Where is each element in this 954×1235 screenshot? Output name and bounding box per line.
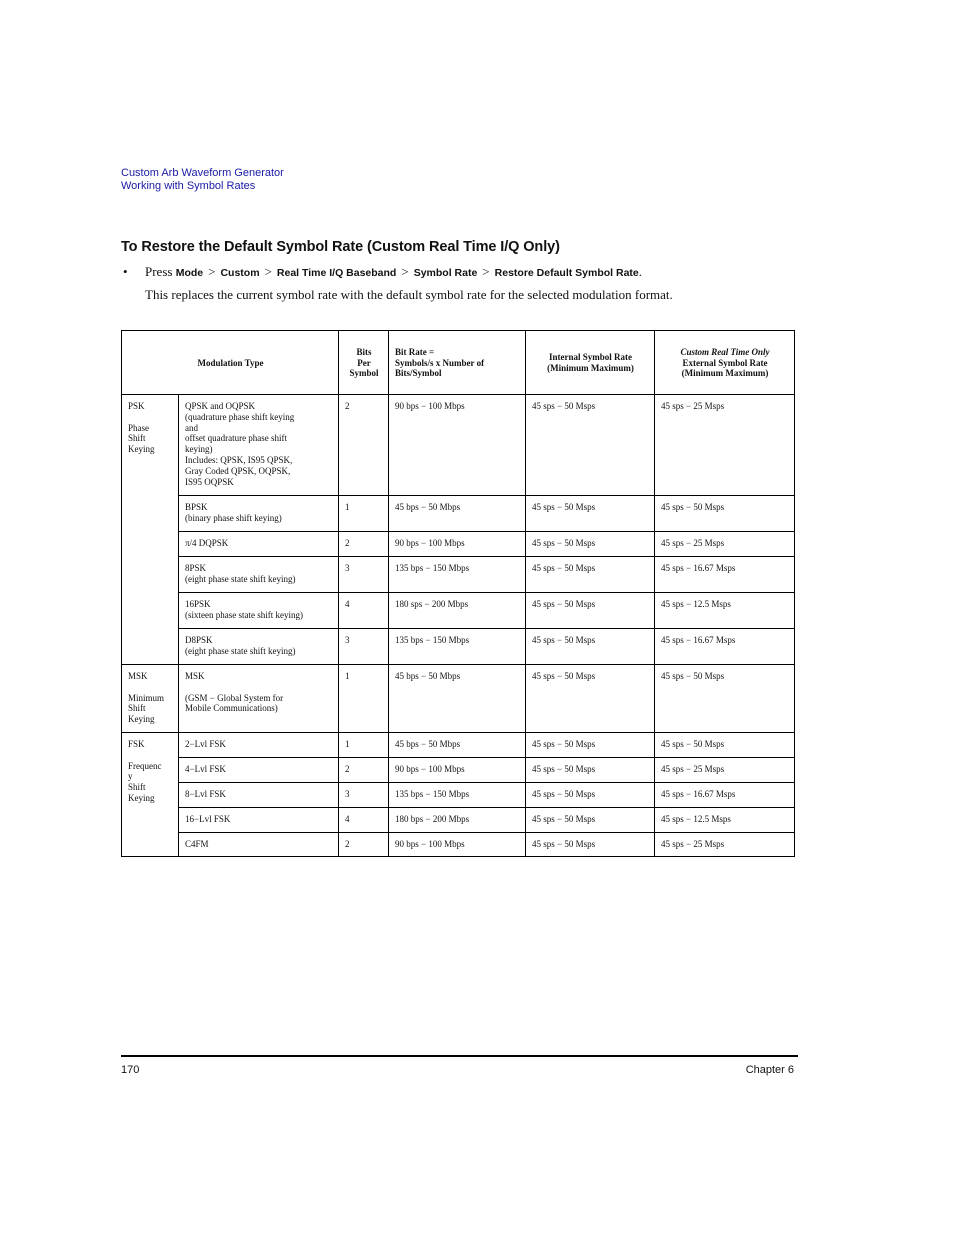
separator: >: [482, 264, 490, 279]
bit-rate-cell: 45 bps − 50 Mbps: [389, 496, 526, 532]
header-external-italic: Custom Real Time Only: [680, 346, 770, 357]
external-symbol-rate-cell: 45 sps − 25 Msps: [655, 833, 795, 857]
bit-rate-cell: 45 bps − 50 Mbps: [389, 665, 526, 733]
modulation-type-cell: 2−Lvl FSK: [179, 733, 339, 758]
modulation-type-cell: π/4 DQPSK: [179, 532, 339, 557]
description: This replaces the current symbol rate with the default symbol rate for the selected modulation format.: [145, 287, 673, 302]
press-end: .: [638, 264, 643, 279]
modulation-type-cell: QPSK and OQPSK (quadrature phase shift keying and offset quadrature phase shift keying) Includes: QPSK, IS95 QPSK, Gray Coded QPSK, OQPSK, IS95 OQPSK: [179, 395, 339, 496]
internal-symbol-rate-cell: 45 sps − 50 Msps: [526, 629, 655, 665]
external-symbol-rate-cell: 45 sps − 16.67 Msps: [655, 783, 795, 808]
separator: >: [264, 264, 272, 279]
bit-rate-cell: 135 bps − 150 Mbps: [389, 629, 526, 665]
external-symbol-rate-cell: 45 sps − 25 Msps: [655, 395, 795, 496]
page-number: 170: [121, 1064, 140, 1076]
bit-rate-cell: 90 bps − 100 Mbps: [389, 395, 526, 496]
header-internal-symbol-rate: Internal Symbol Rate (Minimum Maximum): [526, 331, 655, 395]
table-row: [122, 593, 795, 629]
internal-symbol-rate-cell: 45 sps − 50 Msps: [526, 496, 655, 532]
external-symbol-rate-cell: 45 sps − 12.5 Msps: [655, 593, 795, 629]
header-bits-per-symbol: Bits Per Symbol: [339, 331, 389, 395]
key-custom: Custom: [220, 267, 260, 279]
press-word: Press: [145, 264, 173, 279]
bits-per-symbol-cell: 1: [339, 496, 389, 532]
external-symbol-rate-cell: 45 sps − 25 Msps: [655, 758, 795, 783]
key-restore-default-symbol-rate: Restore Default Symbol Rate: [494, 267, 639, 279]
footer-rule: [121, 1055, 798, 1057]
table-row: [122, 395, 795, 496]
table-row: [122, 532, 795, 557]
internal-symbol-rate-cell: 45 sps − 50 Msps: [526, 808, 655, 833]
external-symbol-rate-cell: 45 sps − 12.5 Msps: [655, 808, 795, 833]
key-real-time-iq-baseband: Real Time I/Q Baseband: [276, 267, 397, 279]
modulation-type-cell: 8PSK (eight phase state shift keying): [179, 557, 339, 593]
press-instruction: [123, 264, 642, 280]
modulation-type-cell: D8PSK (eight phase state shift keying): [179, 629, 339, 665]
bit-rate-cell: 90 bps − 100 Mbps: [389, 833, 526, 857]
bits-per-symbol-cell: 2: [339, 395, 389, 496]
modulation-type-cell: 4−Lvl FSK: [179, 758, 339, 783]
table-row: [122, 557, 795, 593]
table-row: [122, 496, 795, 532]
bit-rate-cell: 180 bps − 200 Mbps: [389, 808, 526, 833]
modulation-family: PSK Phase Shift Keying: [122, 395, 179, 665]
modulation-family: FSK Frequenc y Shift Keying: [122, 733, 179, 857]
modulation-family: MSK Minimum Shift Keying: [122, 665, 179, 733]
separator: >: [401, 264, 409, 279]
bits-per-symbol-cell: 3: [339, 557, 389, 593]
internal-symbol-rate-cell: 45 sps − 50 Msps: [526, 665, 655, 733]
table-row: [122, 629, 795, 665]
section-title: To Restore the Default Symbol Rate (Custom Real Time I/Q Only): [121, 239, 560, 255]
internal-symbol-rate-cell: 45 sps − 50 Msps: [526, 783, 655, 808]
table-row: [122, 783, 795, 808]
table-row: [122, 808, 795, 833]
bit-rate-cell: 90 bps − 100 Mbps: [389, 532, 526, 557]
header-external-label: External Symbol Rate (Minimum Maximum): [681, 357, 769, 379]
external-symbol-rate-cell: 45 sps − 16.67 Msps: [655, 557, 795, 593]
bits-per-symbol-cell: 1: [339, 733, 389, 758]
bits-per-symbol-cell: 3: [339, 783, 389, 808]
external-symbol-rate-cell: 45 sps − 50 Msps: [655, 665, 795, 733]
bit-rate-cell: 180 sps − 200 Mbps: [389, 593, 526, 629]
table-header-row: [122, 331, 795, 395]
header-modulation-type: Modulation Type: [122, 331, 339, 395]
table-row: [122, 665, 795, 733]
key-mode: Mode: [175, 267, 204, 279]
modulation-type-cell: MSK (GSM − Global System for Mobile Communications): [179, 665, 339, 733]
bit-rate-cell: 135 bps − 150 Mbps: [389, 783, 526, 808]
separator: >: [208, 264, 216, 279]
key-symbol-rate: Symbol Rate: [413, 267, 478, 279]
chapter-label: Chapter 6: [745, 1064, 794, 1076]
header-bit-rate: Bit Rate = Symbols/s x Number of Bits/Symbol: [389, 331, 526, 395]
modulation-type-cell: 16−Lvl FSK: [179, 808, 339, 833]
table-body: [122, 395, 795, 857]
bullet: •: [123, 264, 128, 279]
external-symbol-rate-cell: 45 sps − 50 Msps: [655, 496, 795, 532]
modulation-type-cell: 16PSK (sixteen phase state shift keying): [179, 593, 339, 629]
running-head-section: Working with Symbol Rates: [121, 179, 256, 192]
running-head: [121, 167, 284, 192]
bits-per-symbol-cell: 4: [339, 808, 389, 833]
internal-symbol-rate-cell: 45 sps − 50 Msps: [526, 532, 655, 557]
header-external-symbol-rate: [655, 331, 795, 395]
table-row: [122, 733, 795, 758]
bits-per-symbol-cell: 2: [339, 532, 389, 557]
table-row: [122, 833, 795, 857]
internal-symbol-rate-cell: 45 sps − 50 Msps: [526, 593, 655, 629]
bits-per-symbol-cell: 4: [339, 593, 389, 629]
internal-symbol-rate-cell: 45 sps − 50 Msps: [526, 833, 655, 857]
internal-symbol-rate-cell: 45 sps − 50 Msps: [526, 758, 655, 783]
symbol-rate-table: [121, 330, 795, 857]
internal-symbol-rate-cell: 45 sps − 50 Msps: [526, 557, 655, 593]
modulation-type-cell: BPSK (binary phase shift keying): [179, 496, 339, 532]
running-head-chapter: Custom Arb Waveform Generator: [121, 167, 284, 179]
table-row: [122, 758, 795, 783]
external-symbol-rate-cell: 45 sps − 16.67 Msps: [655, 629, 795, 665]
bit-rate-cell: 135 bps − 150 Mbps: [389, 557, 526, 593]
modulation-type-cell: C4FM: [179, 833, 339, 857]
bits-per-symbol-cell: 2: [339, 758, 389, 783]
bits-per-symbol-cell: 3: [339, 629, 389, 665]
modulation-type-cell: 8−Lvl FSK: [179, 783, 339, 808]
bit-rate-cell: 45 bps − 50 Mbps: [389, 733, 526, 758]
external-symbol-rate-cell: 45 sps − 25 Msps: [655, 532, 795, 557]
internal-symbol-rate-cell: 45 sps − 50 Msps: [526, 733, 655, 758]
external-symbol-rate-cell: 45 sps − 50 Msps: [655, 733, 795, 758]
bit-rate-cell: 90 bps − 100 Mbps: [389, 758, 526, 783]
internal-symbol-rate-cell: 45 sps − 50 Msps: [526, 395, 655, 496]
bits-per-symbol-cell: 2: [339, 833, 389, 857]
bits-per-symbol-cell: 1: [339, 665, 389, 733]
